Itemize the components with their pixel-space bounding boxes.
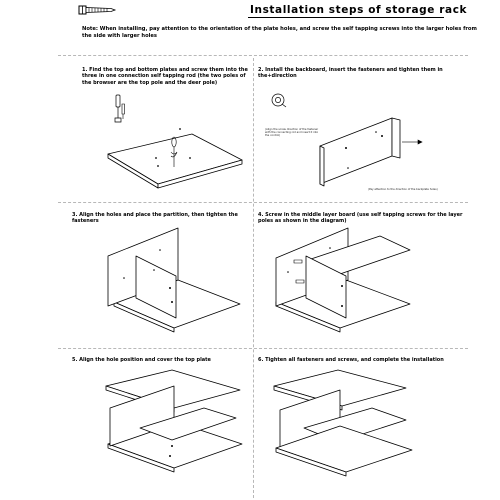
step-6-diagram	[272, 368, 472, 488]
arrow-icon	[402, 140, 422, 144]
screw-icon	[296, 280, 304, 283]
step-4-diagram	[270, 222, 470, 348]
step-1-text: 1. Find the top and bottom plates and screw them into the three in one connection self tapping rod (the two poles of the browser are the top pole and the deer pole)	[82, 67, 248, 86]
step-2-text: 2. Install the backboard, insert the fasteners and tighten them in the+direction	[258, 67, 443, 80]
divider-center	[253, 58, 254, 498]
fastener-icon	[272, 94, 286, 107]
step-2-diagram	[262, 84, 462, 202]
screw-icon	[294, 260, 302, 263]
bottom-plate	[108, 134, 242, 184]
step-2-backplate-callout: (Pay attention to the direction of the backplate holes)	[368, 188, 438, 191]
backboard-panel	[320, 118, 392, 184]
page-title: Installation steps of storage rack	[250, 4, 468, 16]
divider-top	[58, 55, 468, 56]
step-1-diagram	[100, 82, 250, 202]
step-3-diagram	[100, 222, 250, 348]
step-5-text: 5. Align the hole position and cover the top plate	[72, 357, 211, 363]
screwdriver-icon	[115, 95, 121, 122]
step-3-text: 3. Align the holes and place the partition, then tighten the fasteners	[72, 212, 238, 225]
installation-note: Note: When installing, pay attention to the orientation of the plate holes, and screw the self tapping screws into the larger holes from the side with larger holes	[82, 26, 477, 39]
divider-row2	[58, 348, 468, 349]
connecting-rod-icon	[122, 104, 125, 119]
backboard-edge	[320, 146, 324, 186]
title-underline	[248, 17, 444, 18]
divider-row1	[58, 202, 468, 203]
side-panel	[392, 118, 400, 158]
step-2-fastener-callout: (Align the screw direction of the fastener with the connecting rod and insert it into the control)	[265, 128, 319, 138]
step-6-text: 6. Tighten all fasteners and screws, and complete the installation	[258, 357, 444, 363]
screw-icon	[78, 3, 116, 17]
step-4-text: 4. Screw in the middle layer board (use self tapping screws for the layer poles as shown in the diagram)	[258, 212, 463, 225]
step-5-diagram	[100, 368, 250, 488]
